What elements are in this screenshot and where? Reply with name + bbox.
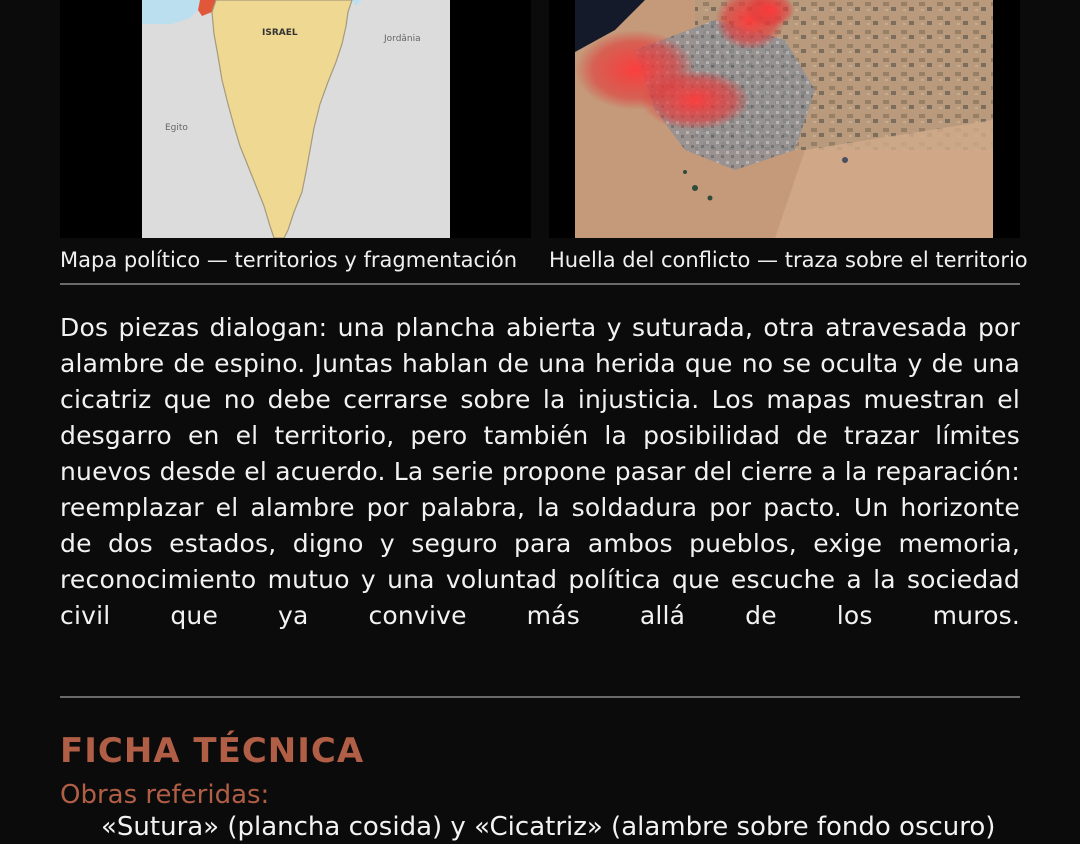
ficha-tecnica-heading: FICHA TÉCNICA <box>60 731 365 771</box>
divider <box>60 696 1020 698</box>
ficha-subtitle: Obras referidas: <box>60 780 270 810</box>
map-label-israel: ISRAEL <box>262 28 298 38</box>
conflict-satellite-figure <box>549 0 1020 238</box>
political-map-figure <box>60 0 531 238</box>
ficha-item: «Sutura» (plancha cosida) y «Cicatriz» (alambre sobre fondo oscuro) <box>101 812 996 842</box>
satellite-caption: Huella del conflicto — traza sobre el territorio <box>549 248 1028 272</box>
satellite-image <box>575 0 993 238</box>
divider <box>60 283 1020 285</box>
political-map-image <box>142 0 450 238</box>
figure-row <box>0 0 1080 275</box>
map-label-jordan: Jordânia <box>384 34 421 44</box>
map-label-egypt: Egito <box>165 123 188 133</box>
political-map-caption: Mapa político — territorios y fragmentación <box>60 248 518 272</box>
body-paragraph: Dos piezas dialogan: una plancha abierta y suturada, otra atravesada por alambre de espino. Juntas hablan de una herida que no se oculta y de una cicatriz que no debe cerrarse sobre la injusticia. Los mapas muestran el desgarro en el territorio, pero también la posibilidad de trazar límites nuevos desde el acuerdo. La serie propone pasar del cierre a la reparación: reemplazar el alambre por palabra, la soldadura por pacto. Un horizonte de dos estados, digno y seguro para ambos pueblos, exige memoria, reconocimiento mutuo y una voluntad política que escuche a la sociedad civil que ya convive más allá de los muros. <box>60 313 1020 630</box>
